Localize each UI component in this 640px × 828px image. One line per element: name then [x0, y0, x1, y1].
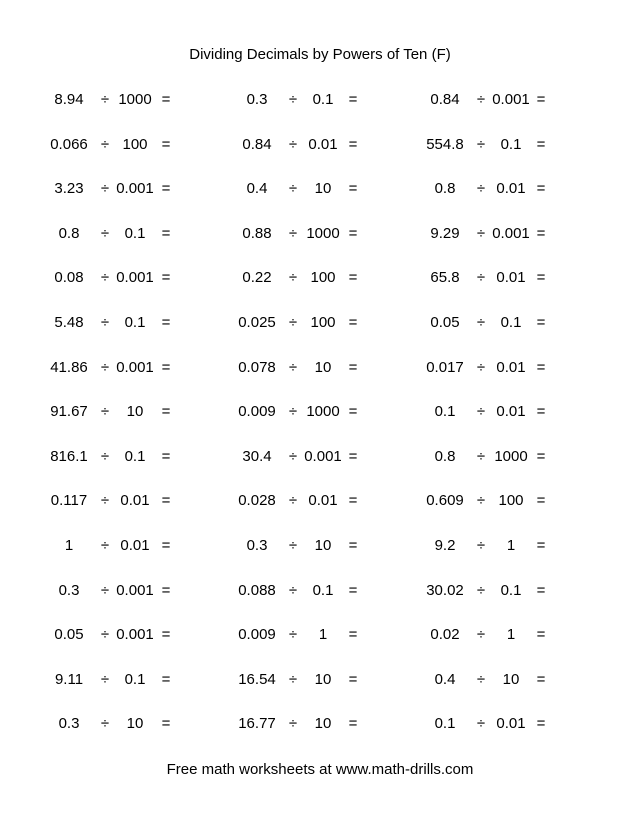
dividend: 0.025	[238, 314, 276, 331]
divisor: 0.1	[500, 135, 522, 153]
dividend: 0.609	[426, 492, 464, 510]
divisor: 0.1	[312, 91, 334, 108]
divide-sign: ÷	[288, 403, 298, 421]
divide-sign: ÷	[288, 626, 298, 644]
equals-sign: =	[348, 626, 358, 644]
divide-sign: ÷	[288, 670, 298, 688]
divisor: 10	[502, 670, 520, 688]
dividend: 0.02	[430, 626, 460, 644]
divide-sign: ÷	[476, 447, 486, 465]
dividend: 9.29	[430, 224, 460, 242]
worksheet-title: Dividing Decimals by Powers of Ten (F)	[189, 46, 451, 63]
equals-sign: =	[536, 358, 546, 376]
equals-sign: =	[161, 492, 171, 510]
equals-sign: =	[161, 403, 171, 421]
dividend: 65.8	[430, 269, 460, 287]
dividend: 0.8	[58, 224, 80, 242]
equals-sign: =	[348, 403, 358, 421]
dividend: 91.67	[50, 403, 88, 421]
divide-sign: ÷	[476, 91, 486, 108]
divisor: 0.01	[120, 492, 150, 510]
divide-sign: ÷	[288, 492, 298, 510]
dividend: 0.08	[54, 269, 84, 287]
divide-sign: ÷	[476, 581, 486, 599]
equals-sign: =	[536, 135, 546, 153]
divide-sign: ÷	[288, 91, 298, 108]
dividend: 9.2	[434, 537, 456, 554]
equals-sign: =	[161, 269, 171, 287]
divisor: 0.1	[124, 670, 146, 688]
dividend: 0.88	[242, 224, 272, 242]
dividend: 0.05	[430, 314, 460, 331]
equals-sign: =	[348, 715, 358, 733]
divide-sign: ÷	[100, 626, 110, 644]
dividend: 0.017	[426, 358, 464, 376]
divide-sign: ÷	[288, 447, 298, 465]
divisor: 1	[506, 626, 516, 644]
dividend: 0.066	[50, 135, 88, 153]
equals-sign: =	[536, 403, 546, 421]
equals-sign: =	[348, 135, 358, 153]
divisor: 0.01	[308, 135, 338, 153]
divisor: 1	[318, 626, 328, 644]
dividend: 816.1	[50, 447, 88, 465]
divide-sign: ÷	[476, 135, 486, 153]
divide-sign: ÷	[100, 269, 110, 287]
divide-sign: ÷	[100, 91, 110, 108]
dividend: 0.4	[434, 670, 456, 688]
divide-sign: ÷	[288, 224, 298, 242]
dividend: 0.05	[54, 626, 84, 644]
equals-sign: =	[161, 180, 171, 198]
dividend: 8.94	[54, 91, 84, 108]
divide-sign: ÷	[100, 358, 110, 376]
dividend: 0.3	[246, 91, 268, 108]
divide-sign: ÷	[100, 581, 110, 599]
divisor: 0.1	[312, 581, 334, 599]
dividend: 0.84	[430, 91, 460, 108]
equals-sign: =	[161, 135, 171, 153]
divisor: 10	[314, 180, 332, 198]
dividend: 5.48	[54, 314, 84, 331]
divisor: 10	[314, 358, 332, 376]
dividend: 0.3	[58, 581, 80, 599]
equals-sign: =	[348, 447, 358, 465]
divide-sign: ÷	[100, 224, 110, 242]
divide-sign: ÷	[476, 492, 486, 510]
dividend: 41.86	[50, 358, 88, 376]
divisor: 1000	[306, 403, 340, 421]
divide-sign: ÷	[288, 269, 298, 287]
equals-sign: =	[161, 626, 171, 644]
dividend: 0.078	[238, 358, 276, 376]
divide-sign: ÷	[288, 358, 298, 376]
divide-sign: ÷	[100, 135, 110, 153]
divisor: 100	[310, 314, 336, 331]
divide-sign: ÷	[288, 314, 298, 331]
divide-sign: ÷	[100, 670, 110, 688]
divisor: 0.01	[496, 269, 526, 287]
equals-sign: =	[536, 314, 546, 331]
divisor: 1000	[306, 224, 340, 242]
equals-sign: =	[348, 269, 358, 287]
dividend: 30.4	[242, 447, 272, 465]
divisor: 0.001	[116, 626, 154, 644]
equals-sign: =	[161, 314, 171, 331]
divisor: 0.1	[500, 581, 522, 599]
dividend: 16.54	[238, 670, 276, 688]
dividend: 554.8	[426, 135, 464, 153]
divisor: 0.01	[496, 403, 526, 421]
dividend: 0.1	[434, 403, 456, 421]
divisor: 100	[122, 135, 148, 153]
divisor: 0.1	[500, 314, 522, 331]
divisor: 0.001	[492, 91, 530, 108]
equals-sign: =	[348, 358, 358, 376]
equals-sign: =	[536, 626, 546, 644]
divisor: 10	[126, 403, 144, 421]
divide-sign: ÷	[100, 537, 110, 554]
divide-sign: ÷	[100, 715, 110, 733]
equals-sign: =	[348, 670, 358, 688]
equals-sign: =	[161, 715, 171, 733]
equals-sign: =	[536, 581, 546, 599]
dividend: 0.8	[434, 447, 456, 465]
divide-sign: ÷	[100, 180, 110, 198]
divisor: 0.01	[120, 537, 150, 554]
equals-sign: =	[161, 224, 171, 242]
equals-sign: =	[348, 224, 358, 242]
divide-sign: ÷	[476, 670, 486, 688]
dividend: 0.8	[434, 180, 456, 198]
equals-sign: =	[536, 492, 546, 510]
dividend: 0.088	[238, 581, 276, 599]
equals-sign: =	[536, 224, 546, 242]
divisor: 0.01	[496, 358, 526, 376]
dividend: 0.3	[246, 537, 268, 554]
divisor: 0.1	[124, 224, 146, 242]
dividend: 3.23	[54, 180, 84, 198]
dividend: 9.11	[54, 670, 84, 688]
equals-sign: =	[348, 91, 358, 108]
divisor: 1	[506, 537, 516, 554]
equals-sign: =	[348, 581, 358, 599]
dividend: 0.22	[242, 269, 272, 287]
equals-sign: =	[536, 91, 546, 108]
divisor: 0.001	[492, 224, 530, 242]
divide-sign: ÷	[288, 581, 298, 599]
divisor: 0.1	[124, 447, 146, 465]
divisor: 1000	[118, 91, 152, 108]
divide-sign: ÷	[100, 314, 110, 331]
divide-sign: ÷	[288, 180, 298, 198]
equals-sign: =	[536, 670, 546, 688]
dividend: 0.4	[246, 180, 268, 198]
divisor: 0.001	[116, 358, 154, 376]
divide-sign: ÷	[288, 135, 298, 153]
divisor: 0.001	[116, 269, 154, 287]
equals-sign: =	[348, 537, 358, 554]
divisor: 0.01	[308, 492, 338, 510]
divisor: 0.1	[124, 314, 146, 331]
divisor: 100	[498, 492, 524, 510]
equals-sign: =	[536, 447, 546, 465]
divide-sign: ÷	[288, 715, 298, 733]
divisor: 0.001	[116, 180, 154, 198]
divisor: 0.001	[304, 447, 342, 465]
equals-sign: =	[348, 314, 358, 331]
divide-sign: ÷	[476, 403, 486, 421]
divide-sign: ÷	[476, 626, 486, 644]
divisor: 100	[310, 269, 336, 287]
divide-sign: ÷	[476, 314, 486, 331]
divisor: 0.01	[496, 715, 526, 733]
divide-sign: ÷	[476, 715, 486, 733]
dividend: 16.77	[238, 715, 276, 733]
equals-sign: =	[161, 447, 171, 465]
dividend: 0.117	[50, 492, 88, 510]
equals-sign: =	[348, 492, 358, 510]
divide-sign: ÷	[100, 447, 110, 465]
equals-sign: =	[536, 537, 546, 554]
equals-sign: =	[536, 715, 546, 733]
dividend: 1	[64, 537, 74, 554]
equals-sign: =	[536, 269, 546, 287]
dividend: 0.009	[238, 403, 276, 421]
divide-sign: ÷	[476, 537, 486, 554]
divisor: 10	[314, 537, 332, 554]
equals-sign: =	[161, 358, 171, 376]
divide-sign: ÷	[100, 492, 110, 510]
equals-sign: =	[161, 581, 171, 599]
divisor: 10	[314, 715, 332, 733]
divisor: 1000	[494, 447, 528, 465]
equals-sign: =	[161, 537, 171, 554]
divide-sign: ÷	[100, 403, 110, 421]
dividend: 0.009	[238, 626, 276, 644]
divide-sign: ÷	[476, 224, 486, 242]
divide-sign: ÷	[476, 180, 486, 198]
divide-sign: ÷	[476, 269, 486, 287]
divisor: 10	[126, 715, 144, 733]
dividend: 0.84	[242, 135, 272, 153]
dividend: 0.3	[58, 715, 80, 733]
dividend: 0.1	[434, 715, 456, 733]
divide-sign: ÷	[476, 358, 486, 376]
divisor: 0.001	[116, 581, 154, 599]
divisor: 0.01	[496, 180, 526, 198]
divide-sign: ÷	[288, 537, 298, 554]
equals-sign: =	[161, 670, 171, 688]
divisor: 10	[314, 670, 332, 688]
equals-sign: =	[536, 180, 546, 198]
footer-credit: Free math worksheets at www.math-drills.com	[166, 761, 474, 778]
dividend: 30.02	[426, 581, 464, 599]
dividend: 0.028	[238, 492, 276, 510]
equals-sign: =	[161, 91, 171, 108]
equals-sign: =	[348, 180, 358, 198]
